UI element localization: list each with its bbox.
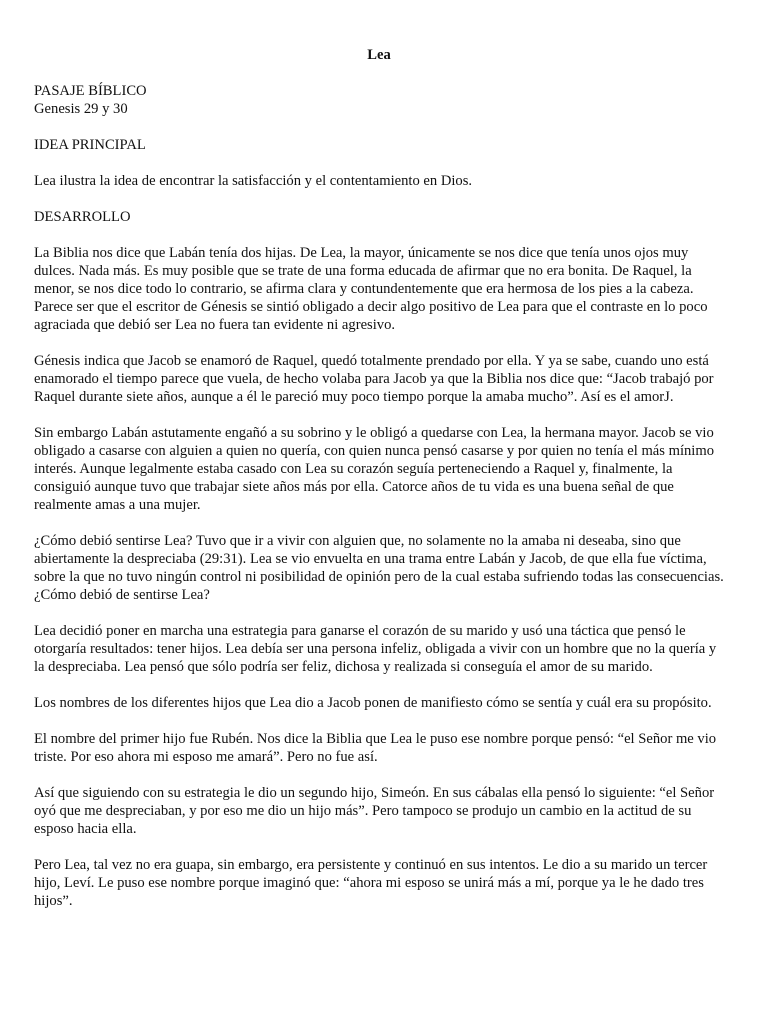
pasaje-section <box>34 82 724 118</box>
idea-heading: IDEA PRINCIPAL <box>34 137 146 153</box>
paragraph: Génesis indica que Jacob se enamoró de Raquel, quedó totalmente prendado por ella. Y ya se sabe, cuando uno está enamorado el tiempo parece que vuela, de hecho volaba para Jacob ya que la Biblia nos dice que: “Jacob trabajó por Raquel durante siete años, aunque a él le pareció muy poco tiempo porque la amaba mucho”. Así es el amorJ. <box>34 353 714 405</box>
document-page <box>34 46 724 928</box>
paragraph: Sin embargo Labán astutamente engañó a su sobrino y le obligó a quedarse con Lea, la hermana mayor. Jacob se vio obligado a casarse con alguien a quien no quería, con quien nunca pensó casarse y por quien no tenía el más mínimo interés. Aunque legalmente estaba casado con Lea su corazón seguía perteneciendo a Raquel y, finalmente, la consiguió aunque tuvo que trabajar siete años más por ella. Catorce años de tu vida es una buena señal de que realmente amas a una mujer. <box>34 425 715 513</box>
desarrollo-heading: DESARROLLO <box>34 209 131 225</box>
paragraph: Así que siguiendo con su estrategia le dio un segundo hijo, Simeón. En sus cábalas ella pensó lo siguiente: “el Señor oyó que me despreciaban, y por eso me dio un hijo más”. Pero tampoco se produjo un cambio en la actitud de su esposo hacia ella. <box>34 785 715 837</box>
document-title: Lea <box>367 47 391 63</box>
paragraph: El nombre del primer hijo fue Rubén. Nos dice la Biblia que Lea le puso ese nombre porque pensó: “el Señor me vio triste. Por eso ahora mi esposo me amará”. Pero no fue así. <box>34 731 717 765</box>
idea-text: Lea ilustra la idea de encontrar la satisfacción y el contentamiento en Dios. <box>34 173 473 189</box>
paragraph: La Biblia nos dice que Labán tenía dos hijas. De Lea, la mayor, únicamente se nos dice que tenía unos ojos muy dulces. Nada más. Es muy posible que se trate de una forma educada de afirmar que no era bonita. De Raquel, la menor, se nos dice todo lo contrario, se afirma clara y contundentemente que era hermosa de los pies a la cabeza. Parece ser que el escritor de Génesis se sintió obligado a decir algo positivo de Lea para que el contraste en lo poco agraciada que debió ser Lea no fuera tan evidente ni agresivo. <box>34 245 708 333</box>
paragraph: Pero Lea, tal vez no era guapa, sin embargo, era persistente y continuó en sus intentos. Le dio a su marido un tercer hijo, Leví. Le puso ese nombre porque imaginó que: “ahora mi esposo se unirá más a mí, porque ya le he dado tres hijos”. <box>34 857 708 909</box>
paragraph: Los nombres de los diferentes hijos que Lea dio a Jacob ponen de manifiesto cómo se sentía y cuál era su propósito. <box>34 695 712 711</box>
paragraph: ¿Cómo debió sentirse Lea? Tuvo que ir a vivir con alguien que, no solamente no la amaba ni deseaba, sino que abiertamente la despreciaba (29:31). Lea se vio envuelta en una trama entre Labán y Jacob, de que ella fue víctima, sobre la que no tuvo ningún control ni posibilidad de opinión pero de la cual estaba sufriendo todas las consecuencias. ¿Cómo debió de sentirse Lea? <box>34 533 724 603</box>
pasaje-reference: Genesis 29 y 30 <box>34 101 128 117</box>
pasaje-heading: PASAJE BÍBLICO <box>34 83 147 99</box>
paragraph: Lea decidió poner en marcha una estrategia para ganarse el corazón de su marido y usó una táctica que pensó le otorgaría resultados: tener hijos. Lea debía ser una persona infeliz, obligada a vivir con un hombre que no la quería y la despreciaba. Lea pensó que sólo podría ser feliz, dichosa y realizada si conseguía el amor de su marido. <box>34 623 717 675</box>
